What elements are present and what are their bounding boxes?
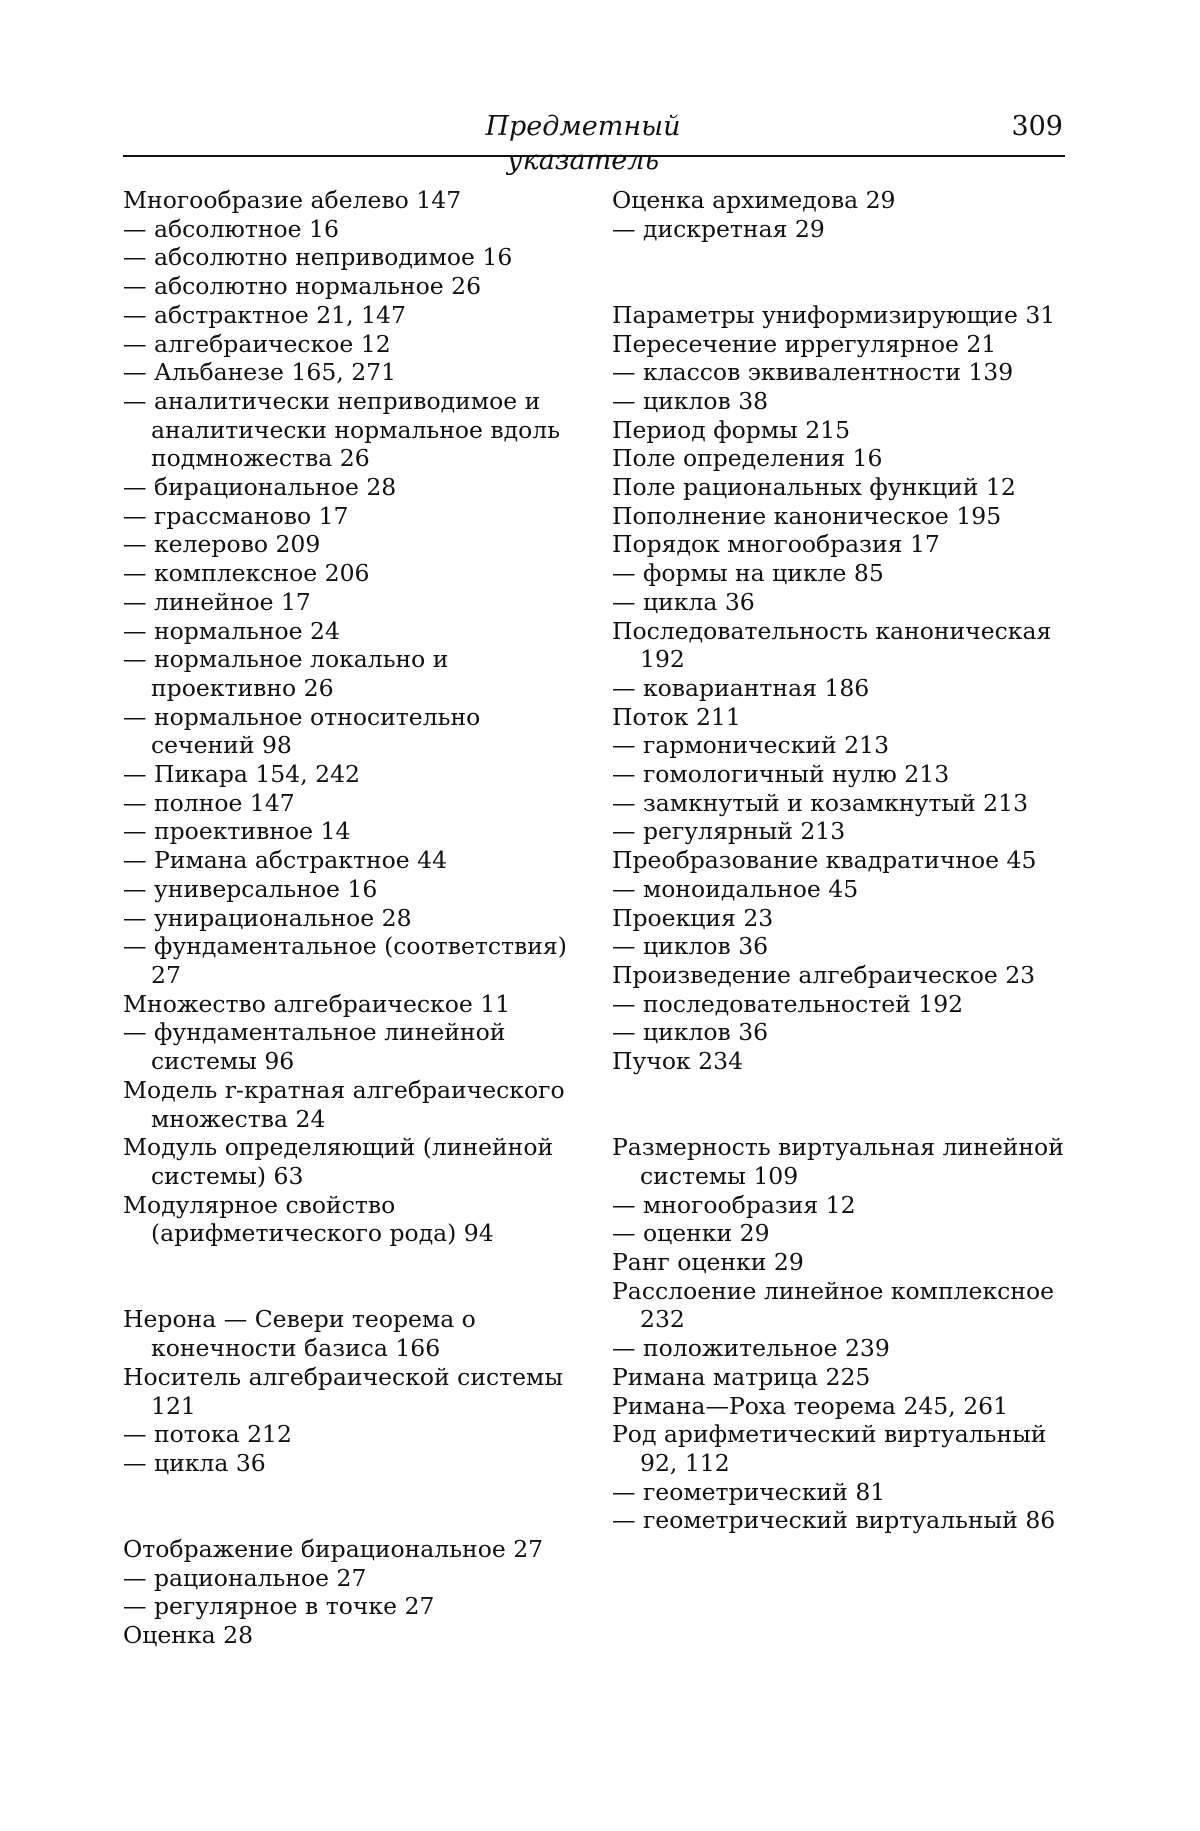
letter-gap <box>612 1076 1070 1133</box>
index-subentry: — линейное 17 <box>123 587 311 616</box>
index-entry: Многообразие абелево 147 <box>123 186 462 214</box>
index-entry: Проекция 23 <box>612 903 774 932</box>
index-entry: Отображение бирациональное 27 <box>123 1535 544 1564</box>
index-subentry: — цикла 36 <box>123 1448 266 1477</box>
index-subentry: — циклов 36 <box>612 1018 769 1047</box>
index-subentry: — замкнутый и козамкнутый 213 <box>612 788 1029 817</box>
index-subentry: — регулярный 213 <box>612 817 846 846</box>
index-subentry: — геометрический виртуальный 86 <box>612 1506 1056 1535</box>
index-entry: Расслоение линейное комплексное 232 <box>612 1276 1055 1334</box>
index-subentry: — циклов 36 <box>612 932 769 961</box>
index-entry: Период формы 215 <box>612 415 851 444</box>
index-subentry: — оценки 29 <box>612 1219 770 1248</box>
index-entry: Множество алгебраическое 11 <box>123 989 511 1018</box>
index-entry: Размерность виртуальная линейной системы 109 <box>612 1133 1064 1190</box>
index-entry: Род арифметический виртуальный 92, 112 <box>612 1420 1047 1477</box>
index-subentry: — Римана абстрактное 44 <box>123 846 448 875</box>
index-entry: Последовательность каноническая 192 <box>612 616 1052 674</box>
index-column-left <box>123 186 575 1650</box>
index-entry: Оценка 28 <box>123 1621 254 1650</box>
index-subentry: — формы на цикле 85 <box>612 559 884 588</box>
index-subentry: — Альбанезе 165, 271 <box>123 358 397 387</box>
index-entry: Римана—Роха теорема 245, 261 <box>612 1391 1009 1420</box>
index-entry: Нерона — Севери теорема о конечности базиса 166 <box>123 1305 476 1363</box>
index-subentry: — нормальное локально и проективно 26 <box>123 645 449 702</box>
index-entry: Модулярное свойство (арифметического рода) 94 <box>123 1190 494 1248</box>
index-subentry: — Пикара 154, 242 <box>123 760 360 789</box>
index-subentry: — бирациональное 28 <box>123 473 397 502</box>
index-entry: Пучок 234 <box>612 1047 744 1076</box>
letter-gap <box>612 243 1070 300</box>
index-subentry: — рациональное 27 <box>123 1563 367 1592</box>
index-entry: Порядок многообразия 17 <box>612 530 940 559</box>
index-subentry: — нормальное относительно сечений 98 <box>123 702 481 760</box>
index-subentry: — классов эквивалентности 139 <box>612 358 1014 387</box>
running-title: Предметный указатель <box>485 111 681 176</box>
index-subentry: — проективное 14 <box>123 817 351 846</box>
index-entry: Римана матрица 225 <box>612 1362 871 1391</box>
index-subentry: — моноидальное 45 <box>612 874 859 903</box>
index-subentry: — потока 212 <box>123 1420 292 1449</box>
index-subentry: — цикла 36 <box>612 587 755 616</box>
index-subentry: — абсолютно нормальное 26 <box>123 272 482 301</box>
index-entry: Поле определения 16 <box>612 444 883 473</box>
index-entry: Поток 211 <box>612 702 741 731</box>
index-entry: Модель r-кратная алгебраического множества 24 <box>123 1075 565 1133</box>
index-subentry: — комплексное 206 <box>123 559 370 588</box>
index-subentry: — нормальное 24 <box>123 616 340 645</box>
index-subentry: — унирациональное 28 <box>123 903 412 932</box>
index-subentry: — регулярное в точке 27 <box>123 1592 435 1621</box>
header-rule <box>123 155 1065 157</box>
index-subentry: — аналитически неприводимое и аналитически нормальное вдоль подмножества 26 <box>123 386 560 473</box>
index-subentry: — абсолютное 16 <box>123 214 339 243</box>
index-subentry: — абсолютно неприводимое 16 <box>123 243 513 272</box>
index-entry: Преобразование квадратичное 45 <box>612 846 1037 875</box>
index-entry: Поле рациональных функций 12 <box>612 473 1016 502</box>
index-subentry: — многообразия 12 <box>612 1190 856 1219</box>
index-subentry: — гармонический 213 <box>612 731 890 760</box>
index-subentry: — ковариантная 186 <box>612 673 870 702</box>
index-subentry: — геометрический 81 <box>612 1477 886 1506</box>
letter-gap <box>123 1248 575 1305</box>
index-entry: Ранг оценки 29 <box>612 1247 804 1276</box>
index-subentry: — фундаментальное линейной системы 96 <box>123 1018 506 1076</box>
index-column-right <box>612 186 1070 1535</box>
index-subentry: — грассманово 17 <box>123 501 349 530</box>
index-subentry: — алгебраическое 12 <box>123 329 391 358</box>
index-entry: Параметры униформизирующие 31 <box>612 300 1056 329</box>
page-number: 309 <box>1011 111 1063 142</box>
index-entry: Произведение алгебраическое 23 <box>612 960 1036 989</box>
index-entry: Пополнение каноническое 195 <box>612 501 1002 530</box>
index-subentry: — положительное 239 <box>612 1334 890 1363</box>
index-subentry: — универсальное 16 <box>123 874 378 903</box>
letter-gap <box>123 1478 575 1535</box>
index-subentry: — абстрактное 21, 147 <box>123 300 406 329</box>
index-entry: Носитель алгебраической системы 121 <box>123 1362 564 1420</box>
index-subentry: — последовательностей 192 <box>612 989 964 1018</box>
index-subentry: — полное 147 <box>123 788 295 817</box>
index-subentry: — келерово 209 <box>123 530 321 559</box>
index-subentry: — фундаментальное (соответствия) 27 <box>123 932 567 989</box>
index-entry: Модуль определяющий (линейной системы) 63 <box>123 1133 554 1190</box>
running-header <box>123 110 1063 176</box>
index-entry: Пересечение иррегулярное 21 <box>612 329 997 358</box>
index-subentry: — гомологичный нулю 213 <box>612 760 950 789</box>
index-entry: Оценка архимедова 29 <box>612 186 896 214</box>
index-subentry: — циклов 38 <box>612 386 769 415</box>
index-subentry: — дискретная 29 <box>612 214 825 243</box>
